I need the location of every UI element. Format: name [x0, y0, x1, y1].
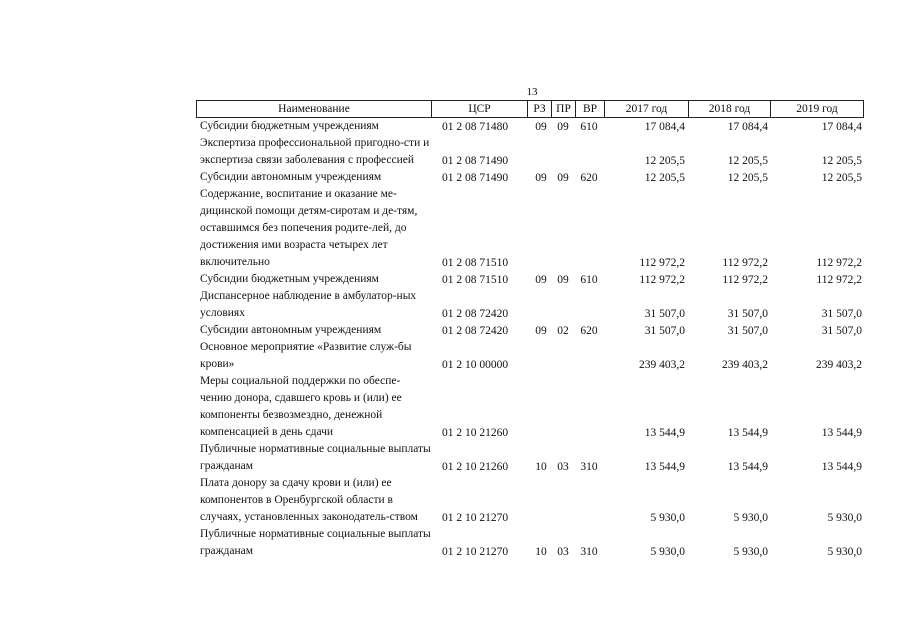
header-csr: ЦСР	[432, 101, 528, 117]
amount-2017-cell: 239 403,2	[639, 359, 685, 371]
csr-cell: 01 2 10 21270	[442, 512, 509, 524]
amount-2017-cell: 5 930,0	[650, 512, 685, 524]
rz-cell: 09	[535, 325, 547, 337]
name-cell: Содержание, воспитание и оказание ме-дицинской помощи детям-сиротам и де-тям, оставшимся без попечения родите-лей, до достижения ими возраста четырех лет включительно	[200, 188, 418, 268]
header-name: Наименование	[197, 101, 432, 117]
amount-2019-cell: 17 084,4	[821, 121, 862, 133]
rz-cell: 10	[535, 461, 547, 473]
csr-cell: 01 2 08 72420	[442, 308, 509, 320]
amount-2018-cell: 112 972,2	[722, 257, 768, 269]
header-2019: 2019 год	[796, 103, 838, 115]
budget-table	[196, 100, 864, 560]
header-vr: ВР	[576, 101, 605, 117]
pr-cell: 09	[557, 172, 569, 184]
name-cell: Публичные нормативные социальные выплаты гражданам	[200, 528, 431, 557]
table-row	[196, 135, 864, 169]
vr-cell: 310	[580, 461, 598, 473]
amount-2017-cell: 31 507,0	[644, 308, 685, 320]
amount-2017-cell: 13 544,9	[644, 427, 685, 439]
table-row	[196, 186, 864, 271]
amount-2019-cell: 239 403,2	[816, 359, 862, 371]
amount-2017-cell: 112 972,2	[639, 274, 685, 286]
pr-cell: 09	[557, 121, 569, 133]
amount-2017-cell: 112 972,2	[639, 257, 685, 269]
vr-cell: 610	[580, 274, 598, 286]
pr-cell: 09	[557, 274, 569, 286]
header-2017: 2017 год	[605, 101, 689, 117]
table-row	[196, 118, 864, 135]
amount-2019-cell: 31 507,0	[821, 325, 862, 337]
pr-cell: 03	[557, 546, 569, 558]
pr-cell: 03	[557, 461, 569, 473]
name-cell: Основное мероприятие «Развитие служ-бы крови»	[200, 341, 412, 370]
amount-2018-cell: 12 205,5	[727, 155, 768, 167]
rz-cell: 09	[535, 172, 547, 184]
amount-2019-cell: 13 544,9	[821, 461, 862, 473]
amount-2019-cell: 12 205,5	[821, 172, 862, 184]
vr-cell: 310	[580, 546, 598, 558]
name-cell: Экспертиза профессиональной пригодно-сти и экспертиза связи заболевания с профессией	[200, 137, 430, 166]
table-header	[196, 100, 864, 118]
table-row	[196, 288, 864, 322]
amount-2018-cell: 239 403,2	[722, 359, 768, 371]
amount-2017-cell: 17 084,4	[644, 121, 685, 133]
amount-2019-cell: 12 205,5	[821, 155, 862, 167]
amount-2017-cell: 13 544,9	[644, 461, 685, 473]
csr-cell: 01 2 08 71510	[442, 257, 509, 269]
page-number: 13	[526, 86, 538, 98]
amount-2018-cell: 13 544,9	[727, 461, 768, 473]
amount-2019-cell: 13 544,9	[821, 427, 862, 439]
csr-cell: 01 2 10 21260	[442, 427, 509, 439]
amount-2018-cell: 13 544,9	[727, 427, 768, 439]
amount-2018-cell: 5 930,0	[733, 512, 768, 524]
amount-2019-cell: 5 930,0	[827, 512, 862, 524]
amount-2019-cell: 31 507,0	[821, 308, 862, 320]
name-cell: Субсидии автономным учреждениям	[200, 324, 382, 336]
table-row	[196, 169, 864, 186]
header-rz: РЗ	[528, 101, 552, 117]
csr-cell: 01 2 10 21260	[442, 461, 509, 473]
table-row	[196, 339, 864, 373]
csr-cell: 01 2 08 71510	[442, 274, 509, 286]
rz-cell: 10	[535, 546, 547, 558]
name-cell: Диспансерное наблюдение в амбулатор-ных условиях	[200, 290, 417, 319]
pr-cell: 02	[557, 325, 569, 337]
table-row	[196, 441, 864, 475]
amount-2018-cell: 5 930,0	[733, 546, 768, 558]
csr-cell: 01 2 10 00000	[442, 359, 509, 371]
amount-2017-cell: 5 930,0	[650, 546, 685, 558]
amount-2017-cell: 12 205,5	[644, 172, 685, 184]
rz-cell: 09	[535, 121, 547, 133]
amount-2018-cell: 12 205,5	[727, 172, 768, 184]
name-cell: Субсидии бюджетным учреждениям	[200, 120, 379, 132]
table-row	[196, 271, 864, 288]
vr-cell: 620	[580, 172, 598, 184]
name-cell: Субсидии бюджетным учреждениям	[200, 273, 379, 285]
table-row	[196, 526, 864, 560]
amount-2017-cell: 12 205,5	[644, 155, 685, 167]
header-pr: ПР	[552, 101, 576, 117]
csr-cell: 01 2 08 71490	[442, 155, 509, 167]
amount-2019-cell: 112 972,2	[816, 274, 862, 286]
table-row	[196, 373, 864, 441]
csr-cell: 01 2 08 71480	[442, 121, 509, 133]
amount-2018-cell: 112 972,2	[722, 274, 768, 286]
amount-2018-cell: 31 507,0	[727, 308, 768, 320]
table-body	[196, 118, 864, 560]
table-row	[196, 475, 864, 526]
rz-cell: 09	[535, 274, 547, 286]
amount-2018-cell: 31 507,0	[727, 325, 768, 337]
vr-cell: 610	[580, 121, 598, 133]
amount-2017-cell: 31 507,0	[644, 325, 685, 337]
name-cell: Субсидии автономным учреждениям	[200, 171, 382, 183]
vr-cell: 620	[580, 325, 598, 337]
csr-cell: 01 2 10 21270	[442, 546, 509, 558]
amount-2019-cell: 5 930,0	[827, 546, 862, 558]
name-cell: Публичные нормативные социальные выплаты гражданам	[200, 443, 431, 472]
csr-cell: 01 2 08 72420	[442, 325, 509, 337]
header-2018: 2018 год	[689, 101, 771, 117]
name-cell: Меры социальной поддержки по обеспе-чению донора, сдавшего кровь и (или) ее компоненты безвозмездно, денежной компенсацией в день сдачи	[200, 375, 402, 438]
amount-2018-cell: 17 084,4	[727, 121, 768, 133]
table-row	[196, 322, 864, 339]
amount-2019-cell: 112 972,2	[816, 257, 862, 269]
name-cell: Плата донору за сдачу крови и (или) ее компонентов в Оренбургской области в случаях, установленных законодатель-ством	[200, 477, 418, 523]
csr-cell: 01 2 08 71490	[442, 172, 509, 184]
